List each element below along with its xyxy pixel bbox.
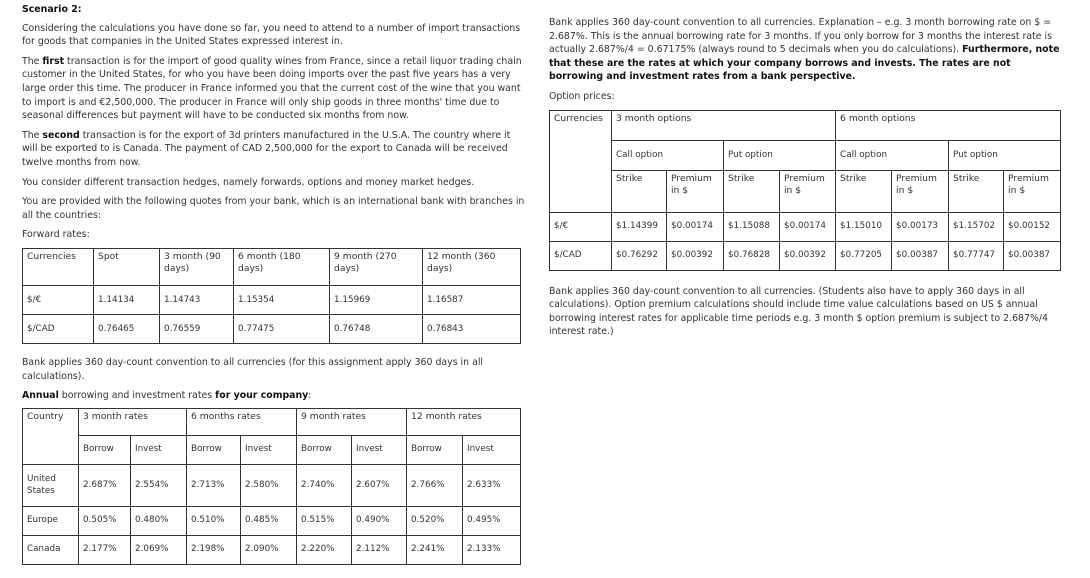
opt-cell: $0.00174 [667,212,724,241]
first-transaction-paragraph [22,55,527,123]
rates-cell: 2.198% [187,535,241,564]
opt-sub-header: Strike [612,170,667,212]
opt-cell: $0.00174 [780,212,836,241]
rates-sub-header: Invest [131,435,187,464]
opt-cell: $0.76828 [724,241,780,270]
explanation-paragraph [549,16,1061,84]
opt-cell: $0.00392 [780,241,836,270]
intro-paragraph: Considering the calculations you have done so far, you need to attend to a number of import transactions for goods that companies in the United States expressed interest in. [22,22,521,48]
opt-currency: $/CAD [550,241,612,270]
opt-row [550,241,1061,270]
opt-sub-header: Premium in $ [892,170,949,212]
opt-cell: $0.00173 [892,212,949,241]
rates-cell: 2.069% [131,535,187,564]
rates-country: Canada [23,535,79,564]
opt-period-header: 6 month options [836,110,1061,140]
opt-cell: $0.76292 [612,241,667,270]
option-prices-table [549,110,1061,271]
forward-cell: 0.76748 [330,314,423,343]
opt-cell: $0.00387 [892,241,949,270]
rates-cell: 2.713% [187,464,241,506]
interest-rates-table [22,408,521,565]
annual-pre: Annual [22,390,59,402]
rates-cell: 2.220% [297,535,352,564]
opt-currency: $/€ [550,212,612,241]
rates-period-header: 12 month rates [407,408,521,435]
opt-type-header: Call option [612,140,724,170]
opt-cell: $1.15088 [724,212,780,241]
rates-cell: 0.510% [187,506,241,535]
opt-cell: $0.77747 [949,241,1004,270]
opt-row [550,212,1061,241]
explanation-plain: Bank applies 360 day-count convention to all currencies. Explanation – e.g. 3 month borrowing rate on $ = 2.687%. This is the annual borrowing rate for 3 months. If you only borrow for 3 months the interest rate is actually 2.687%/4 = 0.67175% (always round to 5 decimals when you do calculations). [549,17,1052,56]
rates-period-row [23,408,521,435]
forward-header: 3 month (90 days) [160,248,234,285]
rates-cell: 0.495% [463,506,521,535]
opt-period-row [550,110,1061,140]
rates-country: United States [23,464,79,506]
rates-cell: 2.554% [131,464,187,506]
forward-cell: 0.77475 [234,314,330,343]
rates-cell: 2.580% [241,464,297,506]
forward-cell: 1.16587 [423,285,521,314]
rates-sub-header: Invest [463,435,521,464]
opt-sub-row [550,170,1061,212]
opt-cell: $1.14399 [612,212,667,241]
rates-row [23,535,521,564]
daycount-note: Bank applies 360 day-count convention to all currencies (for this assignment apply 360 days in all calculations). [22,356,484,382]
rates-row [23,506,521,535]
opt-period-header: 3 month options [612,110,836,140]
explanation-bold: Furthermore, note that these are the rates at which your company borrows and invests. The rates are not borrowing and investment rates from a bank perspective. [549,44,1060,83]
rates-sub-header: Borrow [79,435,131,464]
forward-cell: 1.14743 [160,285,234,314]
forward-header: 12 month (360 days) [423,248,521,285]
second-label: second [42,129,80,141]
forward-cell: 0.76465 [94,314,160,343]
forward-header-row [23,248,521,285]
forward-header: 9 month (270 days) [330,248,423,285]
rates-country-header: Country [23,408,79,464]
opt-cell: $0.00392 [667,241,724,270]
quotes-paragraph: You are provided with the following quotes from your bank, which is an international bank with branches in all the countries: [22,196,525,221]
second-post: transaction is for the export of 3d printers manufactured in the U.S.A. The country where it will be exported to is Canada. The payment of CAD 2,500,000 for the export to Canada will be received twelve months from now. [22,129,511,168]
opt-currencies-header: Currencies [550,110,612,212]
opt-cell: $1.15010 [836,212,892,241]
rates-cell: 2.766% [407,464,463,506]
rates-period-header: 6 months rates [187,408,297,435]
first-pre: The [22,55,43,67]
annual-mid: borrowing and investment rates [58,390,216,402]
forward-cell: 1.14134 [94,285,160,314]
rates-cell: 2.633% [463,464,521,506]
rates-cell: 2.607% [352,464,407,506]
rates-cell: 0.485% [241,506,297,535]
opt-sub-header: Premium in $ [1004,170,1061,212]
annual-bold: for your company [215,390,309,402]
opt-sub-header: Premium in $ [780,170,836,212]
hedges-paragraph: You consider different transaction hedges, namely forwards, options and money market hedges. [22,176,475,188]
forward-rates-label: Forward rates: [22,229,90,241]
rates-sub-row [23,435,521,464]
left-column [22,0,527,565]
rates-period-header: 3 month rates [79,408,187,435]
forward-rates-table [22,248,521,344]
rates-sub-header: Borrow [297,435,352,464]
opt-cell: $0.00152 [1004,212,1061,241]
forward-row [23,285,521,314]
rates-cell: 2.177% [79,535,131,564]
annual-post: : [308,390,312,402]
annual-rates-label [22,389,527,403]
right-column [549,0,1061,339]
rates-sub-header: Invest [241,435,297,464]
forward-cell: 0.76559 [160,314,234,343]
opt-type-header: Put option [949,140,1061,170]
forward-row [23,314,521,343]
rates-row [23,464,521,506]
rates-sub-header: Borrow [407,435,463,464]
opt-type-header: Put option [724,140,836,170]
opt-type-header: Call option [836,140,949,170]
forward-header: 6 month (180 days) [234,248,330,285]
second-transaction-paragraph [22,129,527,170]
rates-cell: 2.740% [297,464,352,506]
rates-cell: 0.505% [79,506,131,535]
forward-cell: 1.15969 [330,285,423,314]
rates-cell: 0.480% [131,506,187,535]
opt-sub-header: Strike [949,170,1004,212]
forward-cell: 1.15354 [234,285,330,314]
opt-cell: $0.77205 [836,241,892,270]
rates-period-header: 9 month rates [297,408,407,435]
rates-cell: 0.520% [407,506,463,535]
rates-cell: 0.515% [297,506,352,535]
opt-type-row [550,140,1061,170]
opt-cell: $1.15702 [949,212,1004,241]
forward-header: Currencies [23,248,94,285]
rates-country: Europe [23,506,79,535]
opt-sub-header: Premium in $ [667,170,724,212]
rates-cell: 2.133% [463,535,521,564]
rates-cell: 2.112% [352,535,407,564]
forward-cell: 0.76843 [423,314,521,343]
first-post: transaction is for the import of good quality wines from France, since a retail liquor trading chain customer in the United States, for who you have been doing imports over the past five years has a very large order this time. The producer in France informed you that the current cost of the wine that you want to import is and €2,500,000. The producer in France will only ship goods in three months' time due to seasonal differences but payment will have to be conducted six months from now. [22,55,522,122]
rates-cell: 2.687% [79,464,131,506]
forward-cell: $/€ [23,285,94,314]
option-note: Bank applies 360 day-count convention to all currencies. (Students also have to apply 360 days in all calculations). Option premium calculations should include time value calculations based on US $ annual borrowing interest rates for applicable time periods e.g. 3 month $ option premium is subject to 2.687%/4 interest rate.) [549,285,1049,338]
rates-cell: 0.490% [352,506,407,535]
rates-sub-header: Borrow [187,435,241,464]
opt-sub-header: Strike [724,170,780,212]
rates-cell: 2.241% [407,535,463,564]
forward-header: Spot [94,248,160,285]
first-label: first [42,55,65,67]
rates-cell: 2.090% [241,535,297,564]
forward-cell: $/CAD [23,314,94,343]
opt-sub-header: Strike [836,170,892,212]
option-prices-label: Option prices: [549,90,615,102]
second-pre: The [22,129,43,141]
rates-sub-header: Invest [352,435,407,464]
scenario-title: Scenario 2: [22,4,82,15]
opt-cell: $0.00387 [1004,241,1061,270]
